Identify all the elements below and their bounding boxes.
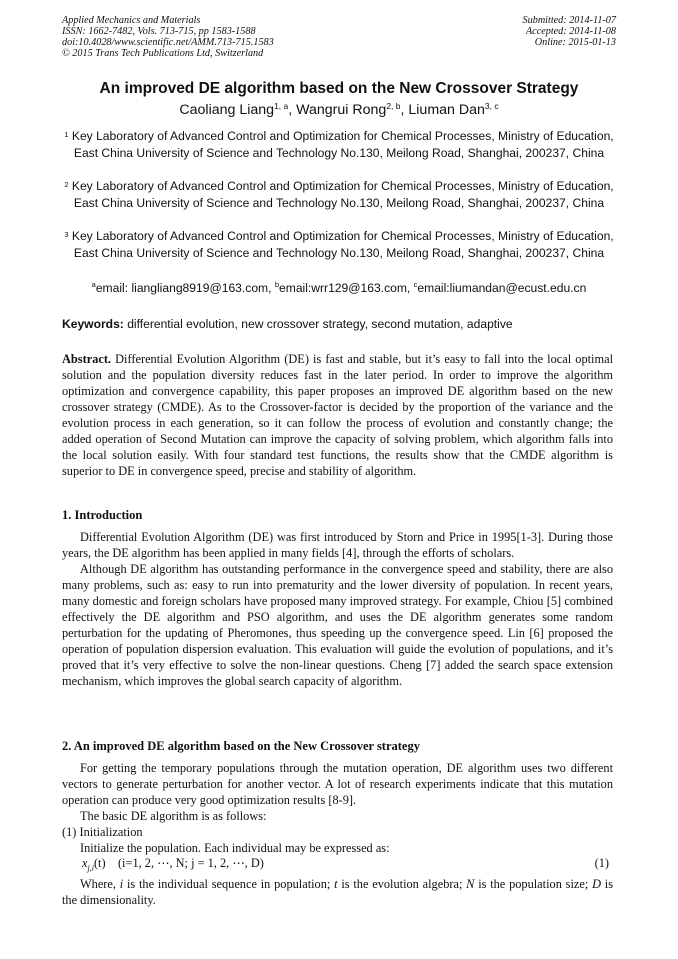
author-name: Liuman Dan	[408, 102, 485, 118]
author-sup: 1, a	[274, 101, 289, 111]
abstract-label: Abstract.	[62, 352, 112, 366]
paragraph: For getting the temporary populations through the mutation operation, DE algorithm uses two different vectors to generate perturbation for another vector. A lot of research experiments indicate that this mutation operation can produce very good optimization results [8-9].	[62, 761, 613, 807]
author-name: Caoliang Liang	[179, 102, 275, 118]
affiliation-3: $^3$ Key Laboratory of Advanced Control and Optimization for Chemical Processes, Ministry of Education, East China University of Science and Technology No.130, Meilong Road, Shanghai, 200237, China	[64, 229, 614, 260]
author-list: Caoliang Liang$^{1, a}$, Wangrui Rong$^{2, b}$, Liuman Dan$^{3, c}$	[179, 101, 499, 118]
paragraph: The basic DE algorithm is as follows:	[80, 809, 267, 823]
paragraph: Although DE algorithm has outstanding performance in the convergence speed and stability, there are also many problems, such as: easy to run into prematurity and the lower diversity of population. In recent years, many domestic and foreign scholars have proposed many improved strategy. For example, Chiou [5] combined effectively the DE algorithm and PSO algorithm, and uses the DE algorithm generates some random perturbation for the updating of Pheromones, thus speeding up the convergence speed. Lin [6] proposed the operation of population dispersion evaluation. This evaluation will guide the evolution of populations, and it’s proved that it’s very effective to solve the non-linear questions. Cheng [7] added the search space extension mechanism, which improves the global search capacity of algorithm.	[62, 562, 613, 688]
author-emails: $^a$email: liangliang8919@163.com, $^b$email:wrr129@163.com, $^c$email:liumandan@ecust.edu.cn	[91, 280, 587, 295]
paragraph: Differential Evolution Algorithm (DE) was first introduced by Storn and Price in 1995[1-3]. During those years, the DE algorithm has been applied in many fields [4], through the efforts of scholars.	[62, 530, 613, 560]
copyright-line: © 2015 Trans Tech Publications Ltd, Switzerland	[62, 48, 264, 59]
keywords-label: Keywords:	[62, 317, 124, 331]
equation-explanation: Where, i is the individual sequence in population; t is the evolution algebra; N is the population size; D is the dimensionality.	[62, 877, 614, 907]
keywords	[62, 317, 616, 331]
author-sup: 2, b	[386, 101, 401, 111]
paragraph: Initialize the population. Each individual may be expressed as:	[80, 841, 390, 855]
doi-line: doi:10.4028/www.scientific.net/AMM.713-715.1583	[62, 37, 274, 48]
accepted-date: Accepted: 2014-11-08	[525, 26, 616, 37]
section-2-heading: 2. An improved DE algorithm based on the New Crossover strategy	[62, 739, 420, 753]
author-sup: 3, c	[484, 101, 499, 111]
affiliation-2: $^2$ Key Laboratory of Advanced Control and Optimization for Chemical Processes, Ministry of Education, East China University of Science and Technology No.130, Meilong Road, Shanghai, 200237, China	[64, 179, 614, 210]
abstract	[62, 351, 613, 479]
paper-title: An improved DE algorithm based on the New Crossover Strategy	[99, 80, 579, 97]
affiliation-1: $^1$ Key Laboratory of Advanced Control and Optimization for Chemical Processes, Ministry of Education, East China University of Science and Technology No.130, Meilong Road, Shanghai, 200237, China	[64, 129, 614, 160]
email-link[interactable]: email:liumandan@ecust.edu.cn	[417, 281, 587, 295]
section-2-body	[62, 760, 613, 856]
equation-expression: $x_{j,i}(t)$ (i=1, 2, ⋯, N; j = 1, 2, ⋯, D)	[82, 856, 264, 873]
step-label: (1) Initialization	[62, 825, 143, 839]
email-link[interactable]: email: liangliang8919@163.com	[95, 281, 269, 295]
keywords-text: differential evolution, new crossover strategy, second mutation, adaptive	[123, 317, 513, 331]
author-name: Wangrui Rong	[296, 102, 387, 118]
submitted-date: Submitted: 2014-11-07	[522, 15, 616, 26]
equation-number: (1)	[594, 856, 609, 870]
section-1-body	[62, 529, 613, 689]
journal-name: Applied Mechanics and Materials	[62, 15, 201, 26]
submission-dates	[523, 15, 616, 48]
issn-line: ISSN: 1662-7482, Vols. 713-715, pp 1583-1588	[62, 26, 256, 37]
journal-info	[62, 15, 274, 59]
abstract-text: Differential Evolution Algorithm (DE) is fast and stable, but it’s easy to fall into the local optimal solution and the population diversity reduces fast in the later period. In order to improve the algorithm optimization and convergence capability, this paper proposes an improved DE algorithm based on the new crossover strategy (CMDE). As to the Crossover-factor is decided by the proportion of the variance and the evolution process in each generation, so it can follow the process of evolution and constantly change; the added operation of Second Mutation can improve the capacity of solving problem, which algorithm falls into the local solution easily. With four standard test functions, the results show that the CMDE algorithm is superior to DE in convergence speed, precise and stability of algorithm.	[62, 352, 613, 478]
section-1-heading: 1. Introduction	[62, 508, 143, 522]
email-link[interactable]: email:wrr129@163.com	[279, 281, 407, 295]
online-date: Online: 2015-01-13	[534, 37, 616, 48]
